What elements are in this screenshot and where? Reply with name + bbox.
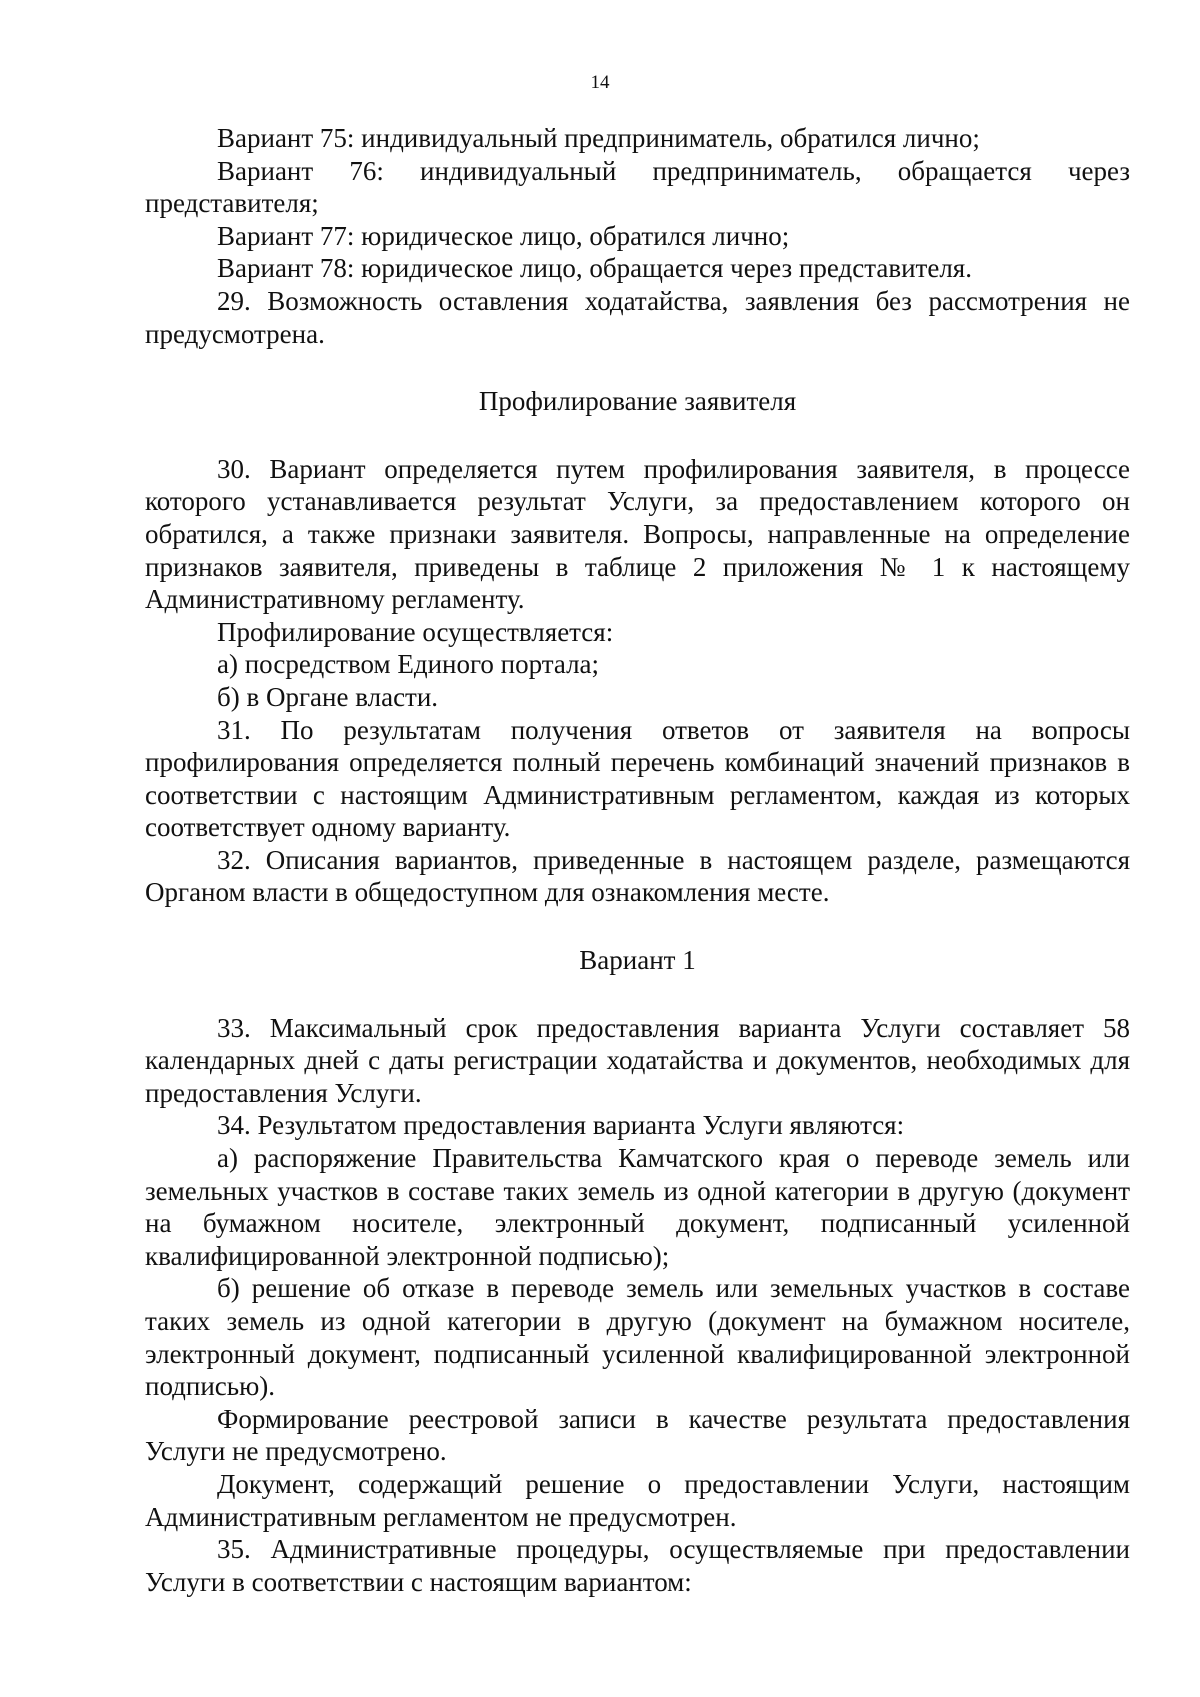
paragraph: 34. Результатом предоставления варианта Услуги являются:	[217, 1110, 905, 1141]
paragraph: Формирование реестровой записи в качестве результата предоставления Услуги не предусмотрено.	[145, 1403, 1130, 1467]
paragraph: Документ, содержащий решение о предоставлении Услуги, настоящим Административным регламентом не предусмотрен.	[145, 1468, 1130, 1532]
section-heading: Профилирование заявителя	[478, 386, 797, 417]
paragraph: Вариант 76: индивидуальный предприниматель, обращается через представителя;	[145, 155, 1130, 219]
paragraph: 30. Вариант определяется путем профилирования заявителя, в процессе которого устанавливается результат Услуги, за предоставлением которого он обратился, а также признаки заявителя. Вопросы, направленные на определение признаков заявителя, приведены в таблице 2 приложения № 1 к настоящему Административному регламенту.	[145, 453, 1130, 615]
paragraph: 31. По результатам получения ответов от заявителя на вопросы профилирования определяется полный перечень комбинаций значений признаков в соответствии с настоящим Административным регламентом, каждая из которых соответствует одному варианту.	[145, 714, 1130, 843]
paragraph: а) распоряжение Правительства Камчатского края о переводе земель или земельных участков в составе таких земель из одной категории в другую (документ на бумажном носителе, электронный документ, подписанный усиленной квалифицированной электронной подписью);	[145, 1143, 1130, 1271]
paragraph: Вариант 77: юридическое лицо, обратился лично;	[217, 220, 790, 251]
paragraph: 29. Возможность оставления ходатайства, заявления без рассмотрения не предусмотрена.	[145, 285, 1130, 349]
paragraph: 32. Описания вариантов, приведенные в настоящем разделе, размещаются Органом власти в общедоступном для ознакомления месте.	[145, 844, 1130, 908]
section-heading: Вариант 1	[579, 945, 696, 976]
paragraph: а) посредством Единого портала;	[217, 649, 600, 680]
paragraph: Вариант 75: индивидуальный предприниматель, обратился лично;	[217, 123, 980, 153]
paragraph: Вариант 78: юридическое лицо, обращается через представителя.	[217, 253, 972, 284]
paragraph: б) решение об отказе в переводе земель или земельных участков в составе таких земель из одной категории в другую (документ на бумажном носителе, электронный документ, подписанный усиленной квалифицированной электронной подписью).	[145, 1273, 1130, 1402]
paragraph: Профилирование осуществляется:	[217, 616, 614, 647]
paragraph: 35. Административные процедуры, осуществляемые при предоставлении Услуги в соответствии с настоящим вариантом:	[145, 1534, 1130, 1597]
document-body	[145, 122, 1130, 1598]
paragraph: 33. Максимальный срок предоставления варианта Услуги составляет 58 календарных дней с даты регистрации ходатайства и документов, необходимых для предоставления Услуги.	[145, 1012, 1130, 1108]
page-number: 14	[590, 72, 610, 93]
paragraph: б) в Органе власти.	[217, 681, 439, 712]
